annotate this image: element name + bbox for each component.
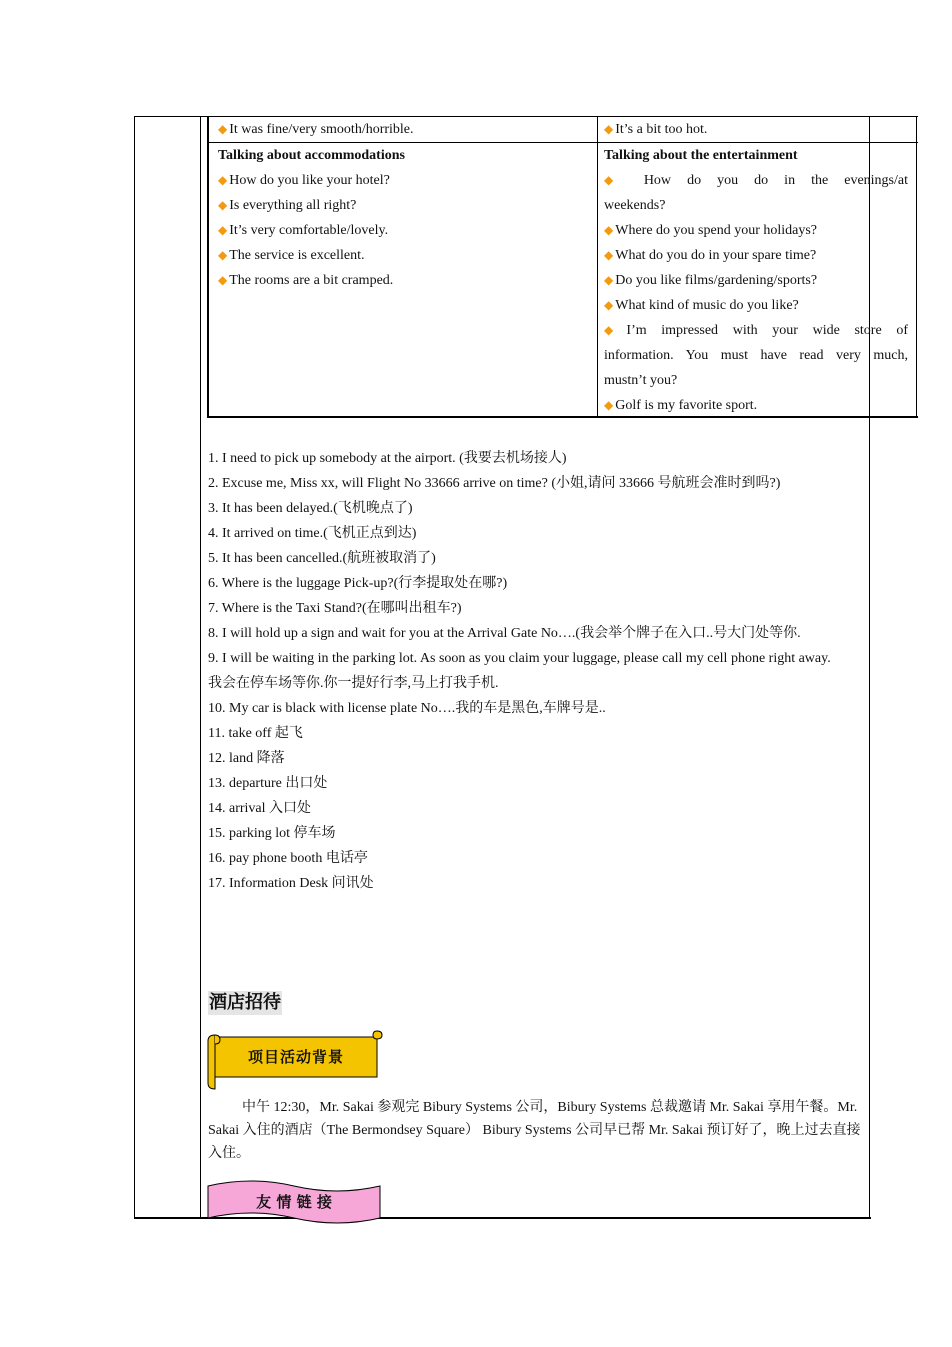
diamond-bullet-icon: ◆	[604, 173, 626, 187]
list-item: 2. Excuse me, Miss xx, will Flight No 33666 arrive on time? (小姐,请问 33666 号航班会准时到吗?)	[208, 476, 781, 491]
diamond-bullet-icon: ◆	[218, 173, 228, 187]
right-row1: ◆ It’s a bit too hot.	[604, 122, 708, 137]
diamond-bullet-icon: ◆	[218, 122, 228, 136]
diamond-bullet-icon: ◆	[604, 298, 614, 312]
right-item-weekends: weekends?	[604, 198, 666, 213]
outer-right-border	[869, 116, 870, 1218]
diamond-bullet-icon: ◆	[604, 398, 614, 412]
list-item: 8. I will hold up a sign and wait for you at the Arrival Gate No….(我会举个牌子在入口..号大门处等你.	[208, 626, 801, 641]
phrase-list	[208, 446, 868, 896]
right-last: ◆ Golf is my favorite sport.	[604, 398, 758, 413]
diamond-bullet-icon: ◆	[218, 223, 228, 237]
right-impressed-3: mustn’t you?	[604, 373, 678, 388]
diamond-bullet-icon: ◆	[218, 273, 228, 287]
list-item: 12. land 降落	[208, 751, 285, 766]
right-item-evenings: ◆ How do you do in the evenings/at	[604, 173, 908, 188]
list-item: 11. take off 起飞	[208, 726, 303, 741]
diamond-bullet-icon: ◆	[218, 248, 228, 262]
right-item: ◆ What do you do in your spare time?	[604, 248, 817, 263]
inner-table-bottom	[207, 416, 918, 418]
list-item: 1. I need to pick up somebody at the airport. (我要去机场接人)	[208, 451, 567, 466]
left-item: ◆ Is everything all right?	[218, 198, 357, 213]
right-item: ◆ What kind of music do you like?	[604, 298, 799, 313]
list-item: 15. parking lot 停车场	[208, 826, 336, 841]
list-item: 9. I will be waiting in the parking lot. As soon as you claim your luggage, please call my cell phone right away.我会在停车场等你.你一提好行李,马上打我手机.	[208, 651, 831, 691]
left-item: ◆ The service is excellent.	[218, 248, 365, 263]
column-divider	[200, 116, 201, 1218]
section-heading: 酒店招待	[209, 992, 281, 1013]
inner-table-left	[207, 116, 209, 417]
diamond-bullet-icon: ◆	[604, 223, 614, 237]
list-item: 6. Where is the luggage Pick-up?(行李提取处在哪?)	[208, 576, 508, 591]
outer-left-border	[134, 116, 135, 1218]
left-item: ◆ The rooms are a bit cramped.	[218, 273, 394, 288]
intro-paragraph: 中午 12:30，Mr. Sakai 参观完 Bibury Systems 公司，Bibury Systems 总裁邀请 Mr. Sakai 享用午餐。Mr. Sakai 入住的酒店（The Bermondsey Square） Bibury Systems 公司早已帮 Mr. Sakai 预订好了，晚上过去直接入住。	[208, 1100, 861, 1161]
left-item: ◆ It’s very comfortable/lovely.	[218, 223, 389, 238]
right-heading: Talking about the entertainment	[604, 148, 798, 163]
diamond-bullet-icon: ◆	[604, 248, 614, 262]
diamond-bullet-icon: ◆	[604, 323, 625, 337]
inner-table-mid	[597, 116, 598, 417]
list-item: 7. Where is the Taxi Stand?(在哪叫出租车?)	[208, 601, 462, 616]
left-item: ◆ How do you like your hotel?	[218, 173, 390, 188]
list-item: 17. Information Desk 问讯处	[208, 876, 374, 891]
right-impressed-1: ◆ I’m impressed with your wide store of	[604, 323, 909, 338]
right-impressed-2: information. You must have read very much,	[604, 348, 908, 363]
scroll-banner	[205, 1027, 383, 1093]
list-item: 3. It has been delayed.(飞机晚点了)	[208, 501, 413, 516]
diamond-bullet-icon: ◆	[604, 273, 614, 287]
right-item: ◆ Where do you spend your holidays?	[604, 223, 818, 238]
list-item: 16. pay phone booth 电话亭	[208, 851, 368, 866]
right-item: ◆ Do you like films/gardening/sports?	[604, 273, 818, 288]
left-heading: Talking about accommodations	[218, 148, 405, 163]
banner-label: 友 情 链 接	[256, 1193, 332, 1211]
diamond-bullet-icon: ◆	[218, 198, 228, 212]
left-row1: ◆ It was fine/very smooth/horrible.	[218, 122, 414, 137]
list-item: 14. arrival 入口处	[208, 801, 312, 816]
list-item: 13. departure 出口处	[208, 776, 328, 791]
link-banner[interactable]	[206, 1178, 382, 1228]
list-item: 10. My car is black with license plate No….我的车是黑色,车牌号是..	[208, 701, 606, 716]
scroll-label: 项目活动背景	[247, 1048, 344, 1066]
list-item: 5. It has been cancelled.(航班被取消了)	[208, 551, 436, 566]
diamond-bullet-icon: ◆	[604, 122, 614, 136]
list-item: 4. It arrived on time.(飞机正点到达)	[208, 526, 417, 541]
inner-table-right	[916, 116, 917, 417]
